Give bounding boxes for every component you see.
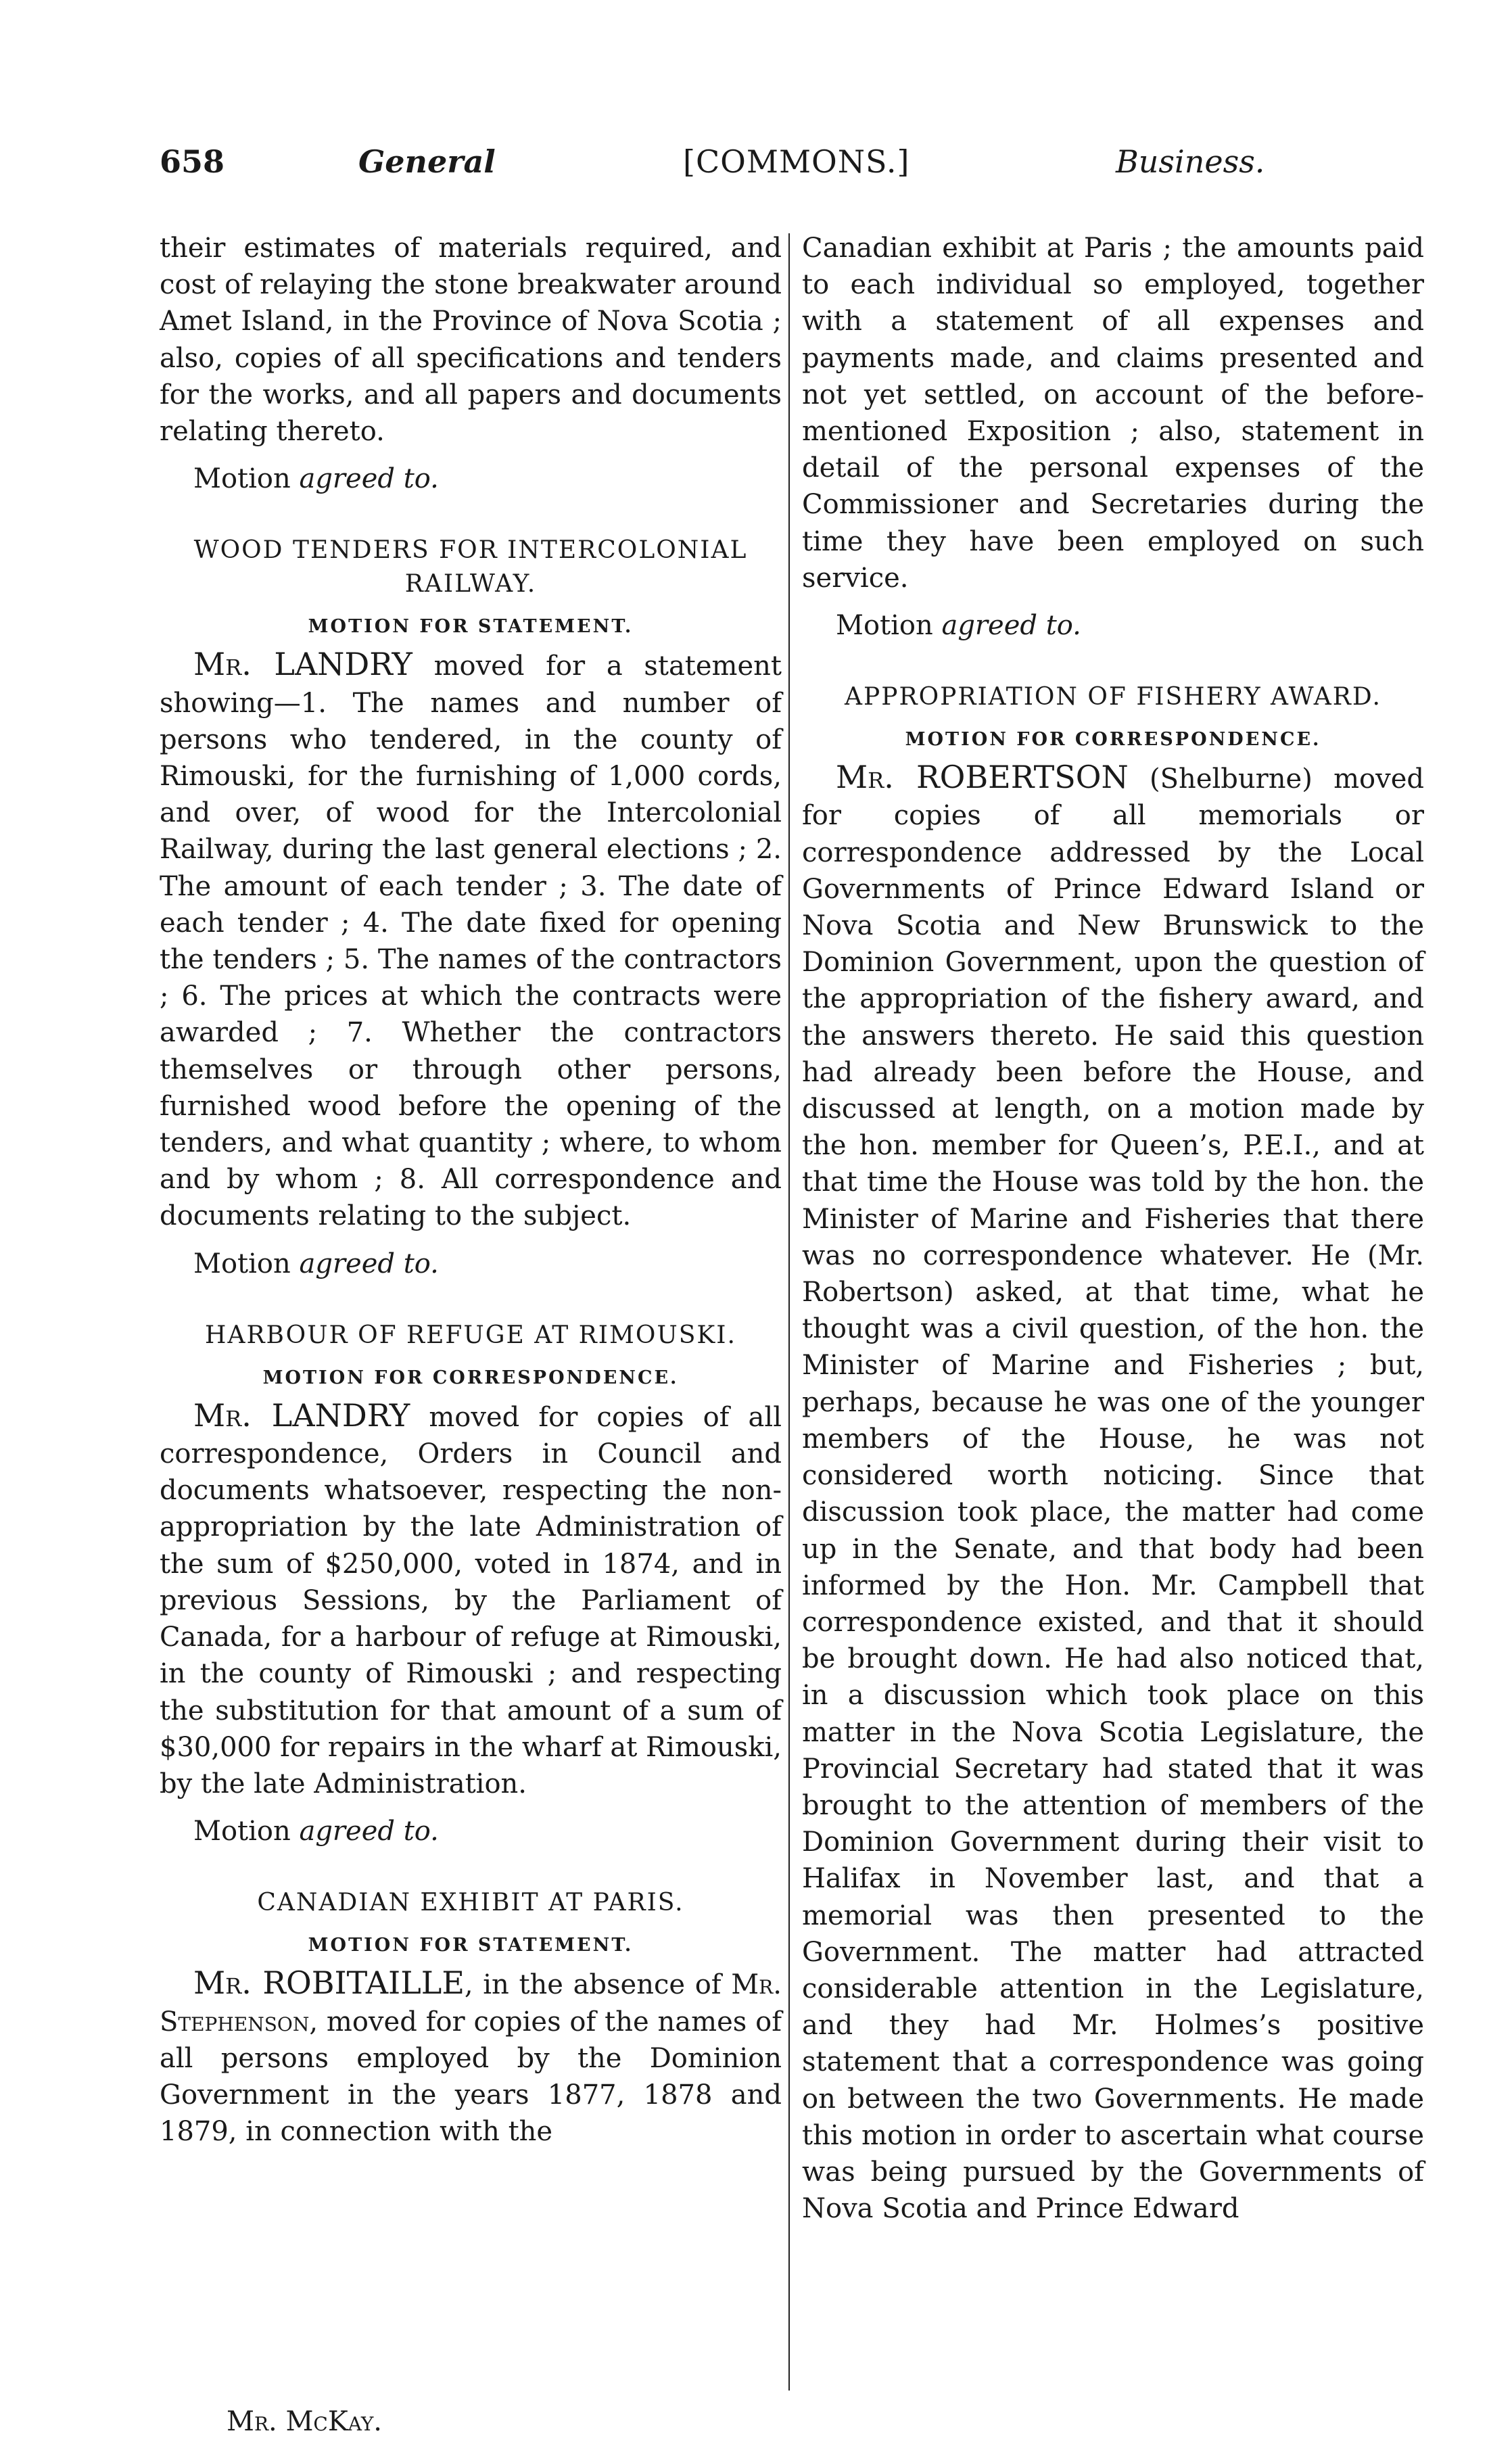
page-number: 658 bbox=[160, 143, 225, 180]
section-title: APPROPRIATION OF FISHERY AWARD. bbox=[845, 683, 1381, 711]
speaker-name: Mr. ROBITAILLE bbox=[193, 1964, 465, 2002]
left-column bbox=[160, 230, 782, 2150]
paragraph: Mr. LANDRY moved for a statement showing—1. The names and number of persons who tendered, in the county of Rimouski, for the furnishing of 1,000 cords, and over, of wood for the Intercolonial Railway, during the last general elections ; 2. The amount of each tender ; 3. The date of each tender ; 4. The date fixed for opening the tenders ; 5. The names of the contractors ; 6. The prices at which the contracts were awarded ; 7. Whether the contractors themselves or through other persons, furnished wood before the opening of the tenders, and what quantity ; where, to whom and by whom ; 8. All correspondence and documents relating to the subject. bbox=[160, 646, 782, 1232]
paragraph: their estimates of materials required, and cost of relaying the stone breakwater around Amet Island, in the Province of Nova Scotia ; also, copies of all specifications and tenders for the works, and all papers and documents relating thereto. bbox=[160, 233, 782, 448]
paragraph: Mr. LANDRY moved for copies of all correspondence, Orders in Council and documents whatsoever, respecting the non-appropriation by the late Administration of the sum of $250,000, voted in 1874, and in previous Sessions, by the Parliament of Canada, for a harbour of refuge at Rimouski, in the county of Rimouski ; and respecting the substitution for that amount of a sum of $30,000 for repairs in the wharf at Rimouski, by the late Administration. bbox=[160, 1396, 782, 1799]
section-title: WOOD TENDERS FOR INTERCOLONIAL RAILWAY. bbox=[193, 536, 748, 598]
page-header bbox=[0, 143, 1512, 191]
speaker-name: Mr. ROBERTSON bbox=[836, 759, 1129, 796]
motion-agreed: Motion agreed to. bbox=[836, 610, 1081, 642]
running-head-right: Business. bbox=[1116, 143, 1265, 180]
motion-agreed: Motion agreed to. bbox=[193, 1816, 439, 1847]
section-subtitle: MOTION FOR CORRESPONDENCE. bbox=[262, 1367, 679, 1388]
running-head-center: [COMMONS.] bbox=[683, 143, 910, 180]
section-subtitle: MOTION FOR STATEMENT. bbox=[308, 1935, 634, 1956]
motion-agreed: Motion agreed to. bbox=[193, 463, 439, 495]
speaker-name: Mr. Stephenson bbox=[160, 1969, 782, 2038]
speaker-name: Mr. LANDRY bbox=[193, 646, 412, 683]
section-subtitle: MOTION FOR CORRESPONDENCE. bbox=[905, 729, 1321, 751]
running-head-left: General bbox=[358, 143, 496, 180]
paragraph: Canadian exhibit at Paris ; the amounts paid to each individual so employed, together with a statement of all expenses and payments made, and claims presented and not yet settled, on account of the before-mentioned Exposition ; also, statement in detail of the personal expenses of the Commissioner and Secretaries during the time they have been employed on such service. bbox=[802, 233, 1424, 594]
section-title: HARBOUR OF REFUGE AT RIMOUSKI. bbox=[205, 1321, 736, 1349]
column-divider bbox=[788, 233, 790, 2391]
section-title: CANADIAN EXHIBIT AT PARIS. bbox=[257, 1889, 684, 1917]
paragraph: Mr. ROBITAILLE, in the absence of Mr. Stephenson, moved for copies of the names of all persons employed by the Dominion Government in the years 1877, 1878 and 1879, in connection with the bbox=[160, 1964, 782, 2148]
motion-agreed: Motion agreed to. bbox=[193, 1248, 439, 1279]
right-column bbox=[802, 230, 1424, 2227]
catchword: Mr. McKay. bbox=[227, 2406, 383, 2437]
paragraph: Mr. ROBERTSON (Shelburne) moved for copies of all memorials or correspondence addressed by the Local Governments of Prince Edward Island or Nova Scotia and New Brunswick to the Dominion Government, upon the question of the appropriation of the fishery award, and the answers thereto. He said this question had already been before the House, and discussed at length, on a motion made by the hon. member for Queen’s, P.E.I., and at that time the House was told by the hon. the Minister of Marine and Fisheries that there was no correspondence whatever. He (Mr. Robertson) asked, at that time, what he thought was a civil question, of the hon. the Minister of Marine and Fisheries ; but, perhaps, because he was one of the younger members of the House, he was not considered worth noticing. Since that discussion took place, the matter had come up in the Senate, and that body had been informed by the Hon. Mr. Campbell that correspondence existed, and that it should be brought down. He had also noticed that, in a discussion which took place on this matter in the Nova Scotia Legislature, the Provincial Secretary had stated that it was brought to the attention of members of the Dominion Government during their visit to Halifax in November last, and that a memorial was then presented to the Government. The matter had attracted considerable attention in the Legislature, and they had Mr. Holmes’s positive statement that a correspondence was going on between the two Governments. He made this motion in order to ascertain what course was being pursued by the Governments of Nova Scotia and Prince Edward bbox=[802, 759, 1425, 2225]
section-subtitle: MOTION FOR STATEMENT. bbox=[308, 616, 634, 638]
speaker-name: Mr. LANDRY bbox=[193, 1396, 410, 1434]
